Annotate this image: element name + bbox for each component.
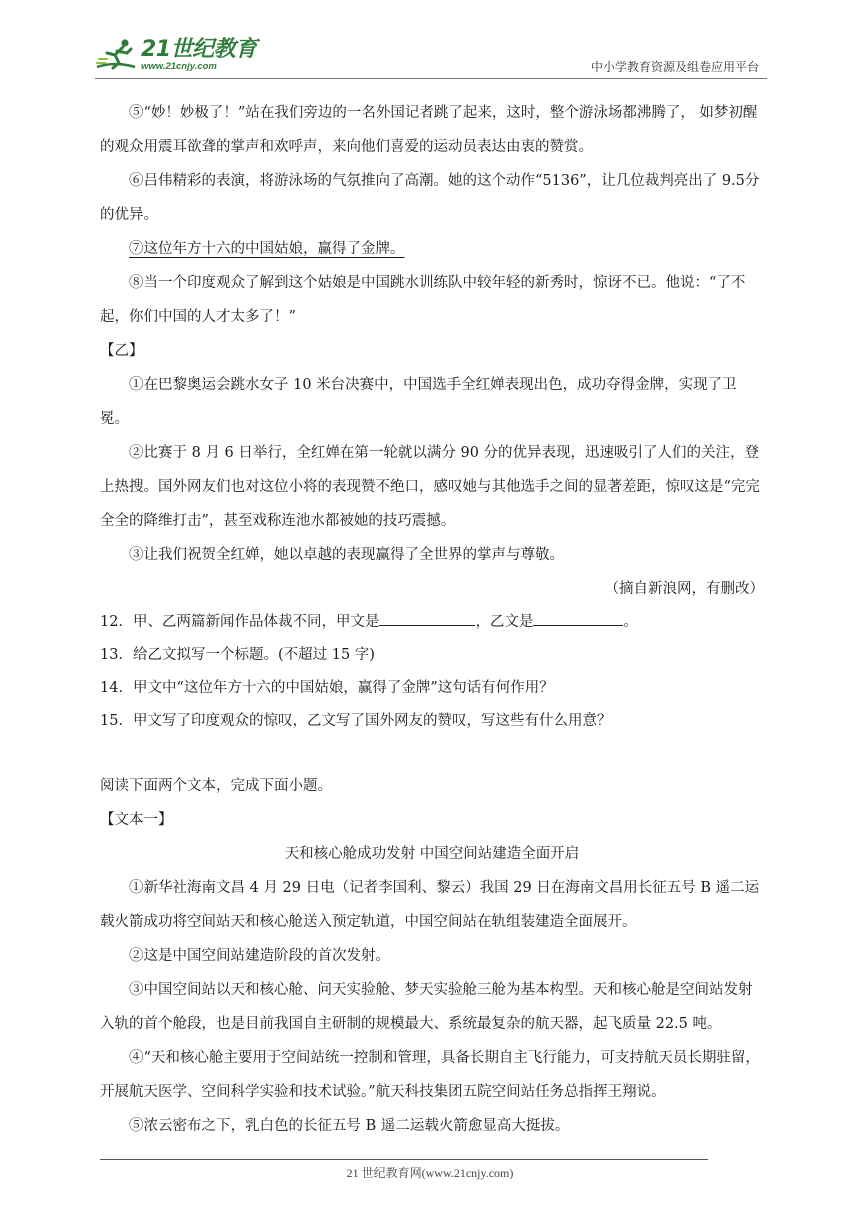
yi-paragraph-2: ②比赛于 8 月 6 日举行，全红婵在第一轮就以满分 90 分的优异表现，迅速吸引了人们的关注，登上热搜。国外网友们也对这位小将的表现赞不绝口，感叹她与其他选手之间的显著差距，惊叹这是“完完全全的降维打击”，甚至戏称连池水都被她的技巧震撼。 [100, 445, 760, 529]
yi-source: （摘自新浪网，有删改） [604, 581, 764, 597]
logo-url: www.21cnjy.com [141, 60, 217, 72]
section-intro: 阅读下面两个文本，完成下面小题。 [100, 778, 332, 794]
question-12-part-c: 。 [623, 614, 638, 630]
text-one-paragraph-5: ⑤浓云密布之下，乳白色的长征五号 B 遥二运载火箭愈显高大挺拔。 [129, 1118, 570, 1134]
text-one-paragraph-3: ③中国空间站以天和核心舱、问天实验舱、梦天实验舱三舱为基本构型。天和核心舱是空间站发射入轨的首个舱段，也是目前我国自主研制的规模最大、系统最复杂的航天器，起飞质量 22.5 吨。 [100, 982, 753, 1032]
question-12-part-b: ，乙文是 [475, 614, 534, 630]
footer-divider [100, 1159, 708, 1160]
platform-name: 中小学教育资源及组卷应用平台 [590, 60, 759, 74]
jia-paragraph-8: ⑧当一个印度观众了解到这个姑娘是中国跳水训练队中较年轻的新秀时，惊讶不已。他说：“了不起，你们中国的人才太多了！” [100, 275, 746, 325]
runner-logo-icon [95, 37, 139, 73]
yi-paragraph-3: ③让我们祝贺全红婵，她以卓越的表现赢得了全世界的掌声与尊敬。 [129, 547, 564, 563]
page-footer: 21 世纪教育网(www.21cnjy.com) [346, 1166, 514, 1180]
question-14: 14．甲文中“这位年方十六的中国姑娘，赢得了金牌”这句话有何作用？ [100, 680, 554, 696]
text-one-title: 天和核心舱成功发射 中国空间站建造全面开启 [284, 846, 580, 862]
section-gap [100, 738, 764, 770]
question-15: 15．甲文写了印度观众的惊叹，乙文写了国外网友的赞叹，写这些有什么用意？ [100, 713, 612, 729]
page-header [95, 30, 767, 79]
site-logo[interactable] [95, 36, 257, 74]
text-one-paragraph-1: ①新华社海南文昌 4 月 29 日电（记者李国利、黎云）我国 29 日在海南文昌用长征五号 B 遥二运载火箭成功将空间站天和核心舱送入预定轨道，中国空间站在轨组装建造全面展开。 [100, 880, 760, 930]
answer-blank-jia[interactable] [379, 609, 475, 626]
question-12-part-a: 12．甲、乙两篇新闻作品体裁不同，甲文是 [100, 614, 380, 630]
logo-title: 21世纪教育 [141, 36, 257, 62]
text-one-paragraph-4: ④“天和核心舱主要用于空间站统一控制和管理，具备长期自主飞行能力，可支持航天员长期驻留，开展航天医学、空间科学实验和技术试验。”航天科技集团五院空间站任务总指挥王翔说。 [100, 1050, 760, 1100]
answer-blank-yi[interactable] [533, 609, 623, 626]
text-one-paragraph-2: ②这是中国空间站建造阶段的首次发射。 [129, 948, 390, 964]
yi-label: 【乙】 [100, 343, 144, 359]
jia-paragraph-5: ⑤“妙！妙极了！”站在我们旁边的一名外国记者跳了起来，这时，整个游泳场都沸腾了， 如梦初醒的观众用震耳欲聋的掌声和欢呼声，来向他们喜爱的运动员表达由衷的赞赏。 [100, 105, 758, 155]
question-12 [100, 606, 764, 639]
question-13: 13．给乙文拟写一个标题。(不超过 15 字) [100, 647, 375, 663]
document-body [100, 96, 764, 1143]
text-one-label: 【文本一】 [100, 812, 173, 828]
jia-paragraph-7 [100, 232, 764, 266]
jia-paragraph-7-text: ⑦这位年方十六的中国姑娘，赢得了金牌。 [129, 241, 405, 257]
yi-paragraph-1: ①在巴黎奥运会跳水女子 10 米台决赛中，中国选手全红婵表现出色，成功夺得金牌，实现了卫冕。 [100, 377, 737, 427]
jia-paragraph-6: ⑥吕伟精彩的表演，将游泳场的气氛推向了高潮。她的这个动作“5136”，让几位裁判亮出了 9.5分的优异。 [100, 173, 760, 223]
